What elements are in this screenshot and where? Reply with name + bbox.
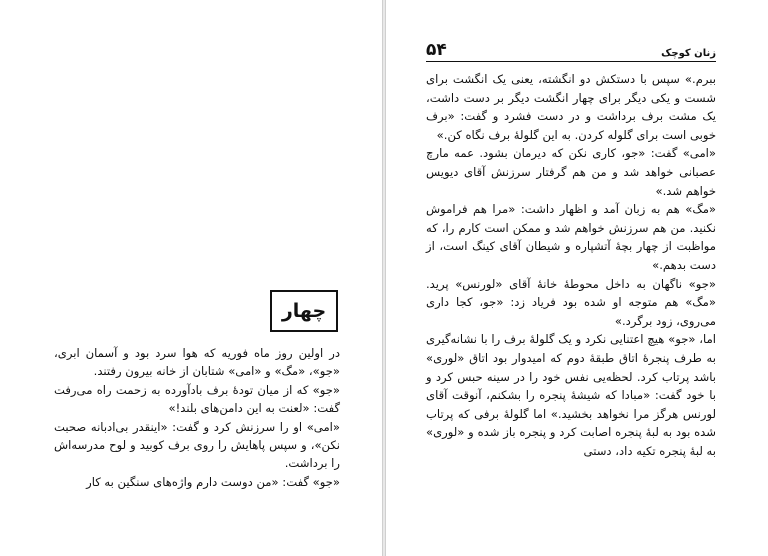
running-title: زنان کوچک [661, 48, 716, 59]
running-head [426, 42, 716, 62]
paragraph: «امی» او را سرزنش کرد و گفت: «اینقدر بی‌ادبانه صحبت نکن»، و سپس پاهایش را روی برف کوبید و لوح مدرسه‌اش را برداشت. [54, 419, 340, 471]
paragraph: «جو» گفت: «من دوست دارم واژه‌های سنگین به کار [86, 474, 340, 489]
left-page-body [54, 344, 340, 491]
paragraph: اما، «جو» هیچ اعتنایی نکرد و یک گلولهٔ برف را با نشانه‌گیری به طرف پنجرهٔ اتاق طبقهٔ دوم که امیدوار بود اتاق «لوری» باشد پرتاب کرد. لحظه‌یی نفس خود را در سینه حبس کرد و با خود گفت: «مبادا که شیشهٔ پنجره را بشکنم، آنوقت آقای لورنس هرگز مرا نخواهد بخشید.» اما گلولهٔ برفی که پرتاب شده بود به لبهٔ پنجره اصابت کرد و پنجره باز شده و «لوری» به لبهٔ پنجره تکیه داد، دستی [426, 332, 716, 458]
paragraph: «مگ» هم به زبان آمد و اظهار داشت: «مرا هم فراموش نکنید. من هم سرزنش خواهم شد و ممکن است کارم را، که مواظبت از چهار بچهٔ آتشپاره و شیطان آقای کینگ است، از دست بدهم.» [426, 202, 716, 272]
paragraph: «امی» گفت: «جو، کاری نکن که دیرمان بشود. عمه مارچ عصبانی خواهد شد و من هم گرفتار سرزنش آقای دیویس خواهم شد.» [426, 146, 716, 198]
paragraph: «جو» ناگهان به داخل محوطهٔ خانهٔ آقای «لورنس» پرید. «مگ» هم متوجه او شده بود فریاد زد: «جو، کجا داری می‌روی، زود برگرد.» [426, 276, 716, 328]
page-number: ۵۴ [426, 40, 447, 60]
paragraph: ببرم.» سپس با دستکش دو انگشته، یعنی یک انگشت برای شست و یکی دیگر برای چهار انگشت دیگر بر دست داشت، یک مشت برف برداشت و در دست فشرد و گفت: «برف خوبی است برای گلوله کردن. به این گلولهٔ برف نگاه کن.» [426, 72, 716, 142]
left-page [0, 0, 383, 556]
right-page-body [426, 70, 716, 460]
paragraph: در اولین روز ماه فوریه که هوا سرد بود و آسمان ابری، «جو»، «مگ» و «امی» شتابان از خانه بیرون رفتند. [54, 346, 340, 379]
chapter-title: چهار [270, 290, 338, 332]
paragraph: «جو» که از میان تودهٔ برف بادآورده به زحمت راه می‌رفت گفت: «لعنت به این دامن‌های بلند!» [54, 382, 340, 416]
